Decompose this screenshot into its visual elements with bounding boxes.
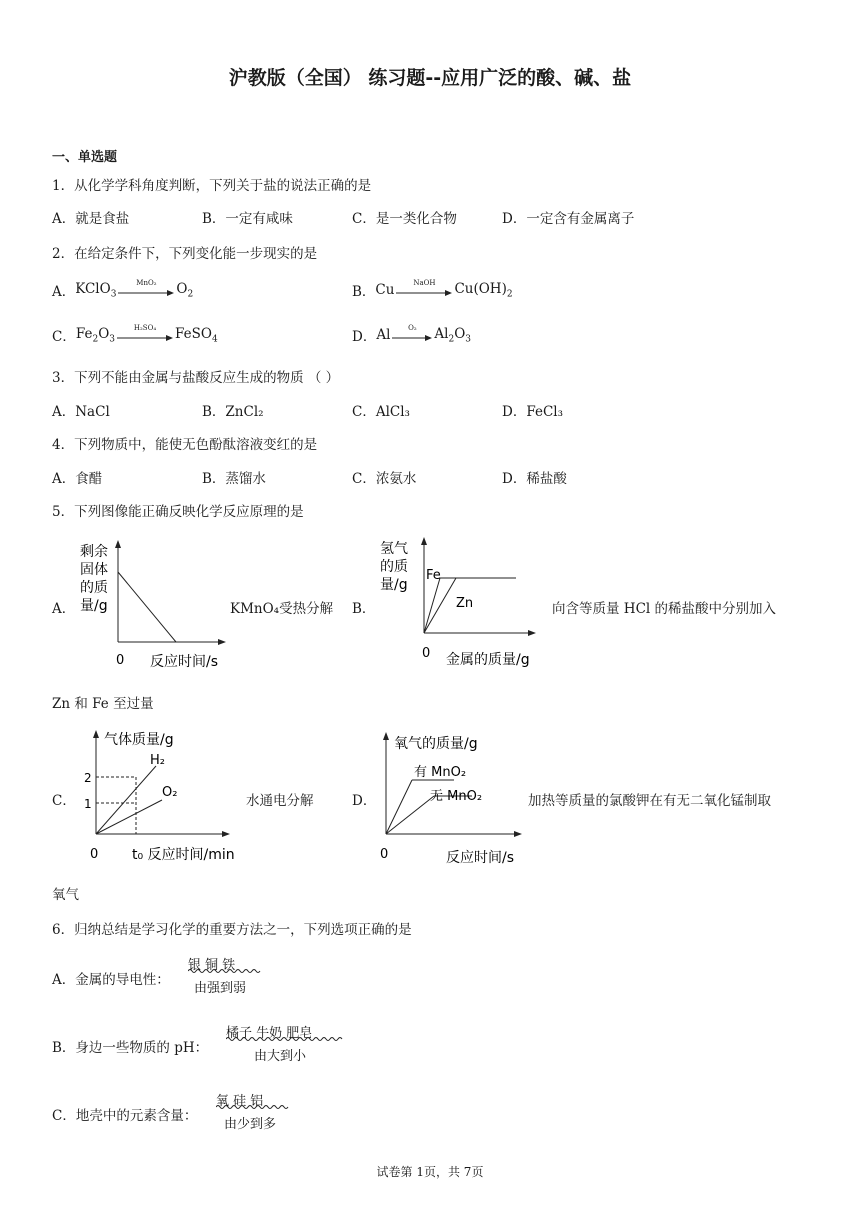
q5-option-d-desc: 加热等质量的氯酸钾在有无二氧化锰制取 [528, 793, 771, 809]
question-5-stem: 5．下列图像能正确反映化学反应原理的是 [52, 504, 304, 520]
q6-option-c-sequence [216, 1090, 276, 1132]
q5-option-d-label[interactable]: D． [352, 793, 377, 809]
question-3-stem: 3．下列不能由金属与盐酸反应生成的物质 （ ） [52, 370, 340, 386]
option-label: B． [352, 284, 376, 300]
q6-option-a-sequence [188, 954, 246, 996]
reactant: KClO$_3$ [75, 280, 117, 300]
q5-graph-d [372, 726, 532, 866]
sequence-items: 橘子 牛奶 肥皂 [226, 1026, 313, 1041]
graph-b-origin: 0 [422, 646, 431, 661]
graph-a-origin: 0 [116, 653, 125, 668]
q5-option-b-desc-cont: Zn 和 Fe 至过量 [52, 696, 154, 712]
q5-graph-c [72, 726, 242, 866]
graph-b-xlabel: 金属的质量/g [446, 652, 530, 668]
q1-option-c[interactable]: C．是一类化合物 [352, 211, 457, 227]
q3-option-a[interactable]: A．NaCl [52, 404, 110, 420]
sequence-order: 由强到弱 [194, 981, 247, 996]
reaction-condition: H₂SO₄ [133, 324, 157, 332]
reactant: Cu [375, 282, 395, 298]
reaction-arrow [396, 279, 452, 297]
sequence-items: 银 铜 铁 [188, 958, 236, 973]
q5-option-a-label[interactable]: A． [52, 601, 76, 617]
q1-option-a[interactable]: A．就是食盐 [52, 211, 130, 227]
product: $O_2$ [176, 280, 194, 300]
graph-d-series-with: 有 MnO₂ [414, 765, 467, 780]
reaction-arrow [117, 324, 173, 342]
graph-d-xlabel: 反应时间/s [446, 850, 515, 866]
q2-option-b[interactable] [352, 280, 513, 300]
q3-option-c[interactable]: C．AlCl₃ [352, 404, 410, 420]
graph-a-ylabel-3: 的质 [80, 580, 108, 596]
reaction-condition: O₂ [408, 324, 417, 332]
q5-graph-b [372, 535, 542, 671]
q1-option-b[interactable]: B．一定有咸味 [202, 211, 293, 227]
sequence-items: 氧 硅 铝 [216, 1094, 264, 1109]
question-4-stem: 4．下列物质中，能使无色酚酞溶液变红的是 [52, 437, 318, 453]
q4-option-b[interactable]: B．蒸馏水 [202, 471, 266, 487]
q5-option-a-desc: KMnO₄受热分解 [230, 601, 334, 617]
q5-option-b-label[interactable]: B． [352, 601, 376, 617]
q5-graph-a [72, 538, 232, 674]
graph-c-tick-1: 1 [84, 797, 92, 811]
q3-option-d[interactable]: D．FeCl₃ [502, 404, 564, 420]
sequence-arrow [216, 1104, 292, 1110]
graph-b-ylabel-2: 的质 [380, 559, 408, 575]
graph-c-xlabel: t₀ 反应时间/min [132, 847, 235, 863]
graph-c-series-o2: O₂ [162, 785, 178, 800]
question-6-stem: 6．归纳总结是学习化学的重要方法之一，下列选项正确的是 [52, 922, 412, 938]
product: $Al_2O_3$ [434, 325, 472, 345]
product: FeSO$_4$ [175, 325, 218, 345]
graph-d-series-without: 无 MnO₂ [430, 789, 483, 804]
q2-option-a[interactable] [52, 280, 193, 300]
q4-option-c[interactable]: C．浓氨水 [352, 471, 417, 487]
option-label: D． [352, 329, 377, 345]
product: $Cu(OH)_2$ [454, 280, 513, 300]
section-heading: 一、单选题 [52, 150, 118, 165]
graph-a-ylabel-2: 固体 [80, 562, 108, 578]
q6-option-b-label[interactable]: B．身边一些物质的 pH： [52, 1040, 209, 1056]
reactant: $Fe_2O_3$ [75, 325, 116, 345]
q4-option-d[interactable]: D．稀盐酸 [502, 471, 567, 487]
q4-option-a[interactable]: A．食醋 [52, 471, 103, 487]
q5-option-c-desc: 水通电分解 [246, 793, 314, 809]
reaction-arrow [118, 279, 174, 297]
reaction-arrow [392, 324, 432, 342]
q6-option-b-sequence [226, 1022, 312, 1064]
page-footer: 试卷第 1页，共 7页 [376, 1165, 484, 1179]
sequence-order: 由少到多 [224, 1117, 277, 1132]
graph-a-ylabel-1: 剩余 [80, 544, 108, 560]
graph-a-xlabel: 反应时间/s [150, 654, 219, 670]
q2-option-c[interactable] [52, 325, 218, 345]
q5-option-d-desc-cont: 氧气 [52, 887, 79, 903]
sequence-order: 由大到小 [254, 1049, 307, 1064]
graph-a-ylabel-4: 量/g [80, 598, 108, 614]
q5-option-b-desc: 向含等质量 HCl 的稀盐酸中分别加入 [552, 601, 777, 617]
option-label: A． [52, 284, 76, 300]
graph-b-ylabel-3: 量/g [380, 577, 408, 593]
reactant: Al [376, 327, 391, 343]
graph-b-series-zn: Zn [456, 596, 474, 611]
graph-d-origin: 0 [380, 847, 389, 862]
reaction-condition: MnO₂ [136, 279, 157, 287]
question-2-stem: 2．在给定条件下，下列变化能一步现实的是 [52, 246, 318, 262]
graph-c-tick-2: 2 [84, 771, 92, 785]
sequence-arrow [188, 968, 264, 974]
q2-option-d[interactable] [352, 325, 471, 345]
reaction-condition: NaOH [413, 279, 436, 287]
q3-option-b[interactable]: B．ZnCl₂ [202, 404, 264, 420]
graph-d-ylabel: 氧气的质量/g [394, 736, 478, 752]
q6-option-c-label[interactable]: C．地壳中的元素含量： [52, 1108, 198, 1124]
graph-c-series-h2: H₂ [150, 753, 165, 768]
graph-b-series-fe: Fe [426, 568, 441, 583]
graph-b-ylabel-1: 氢气 [380, 541, 408, 557]
graph-c-ylabel: 气体质量/g [104, 732, 174, 748]
question-1-stem: 1．从化学学科角度判断，下列关于盐的说法正确的是 [52, 178, 372, 194]
sequence-arrow [226, 1036, 344, 1042]
q6-option-a-label[interactable]: A．金属的导电性： [52, 972, 170, 988]
option-label: C． [52, 329, 76, 345]
graph-c-origin: 0 [90, 847, 99, 862]
q1-option-d[interactable]: D．一定含有金属离子 [502, 211, 635, 227]
q5-option-c-label[interactable]: C． [52, 793, 76, 809]
page-title: 沪教版（全国） 练习题--应用广泛的酸、碱、盐 [228, 67, 632, 89]
